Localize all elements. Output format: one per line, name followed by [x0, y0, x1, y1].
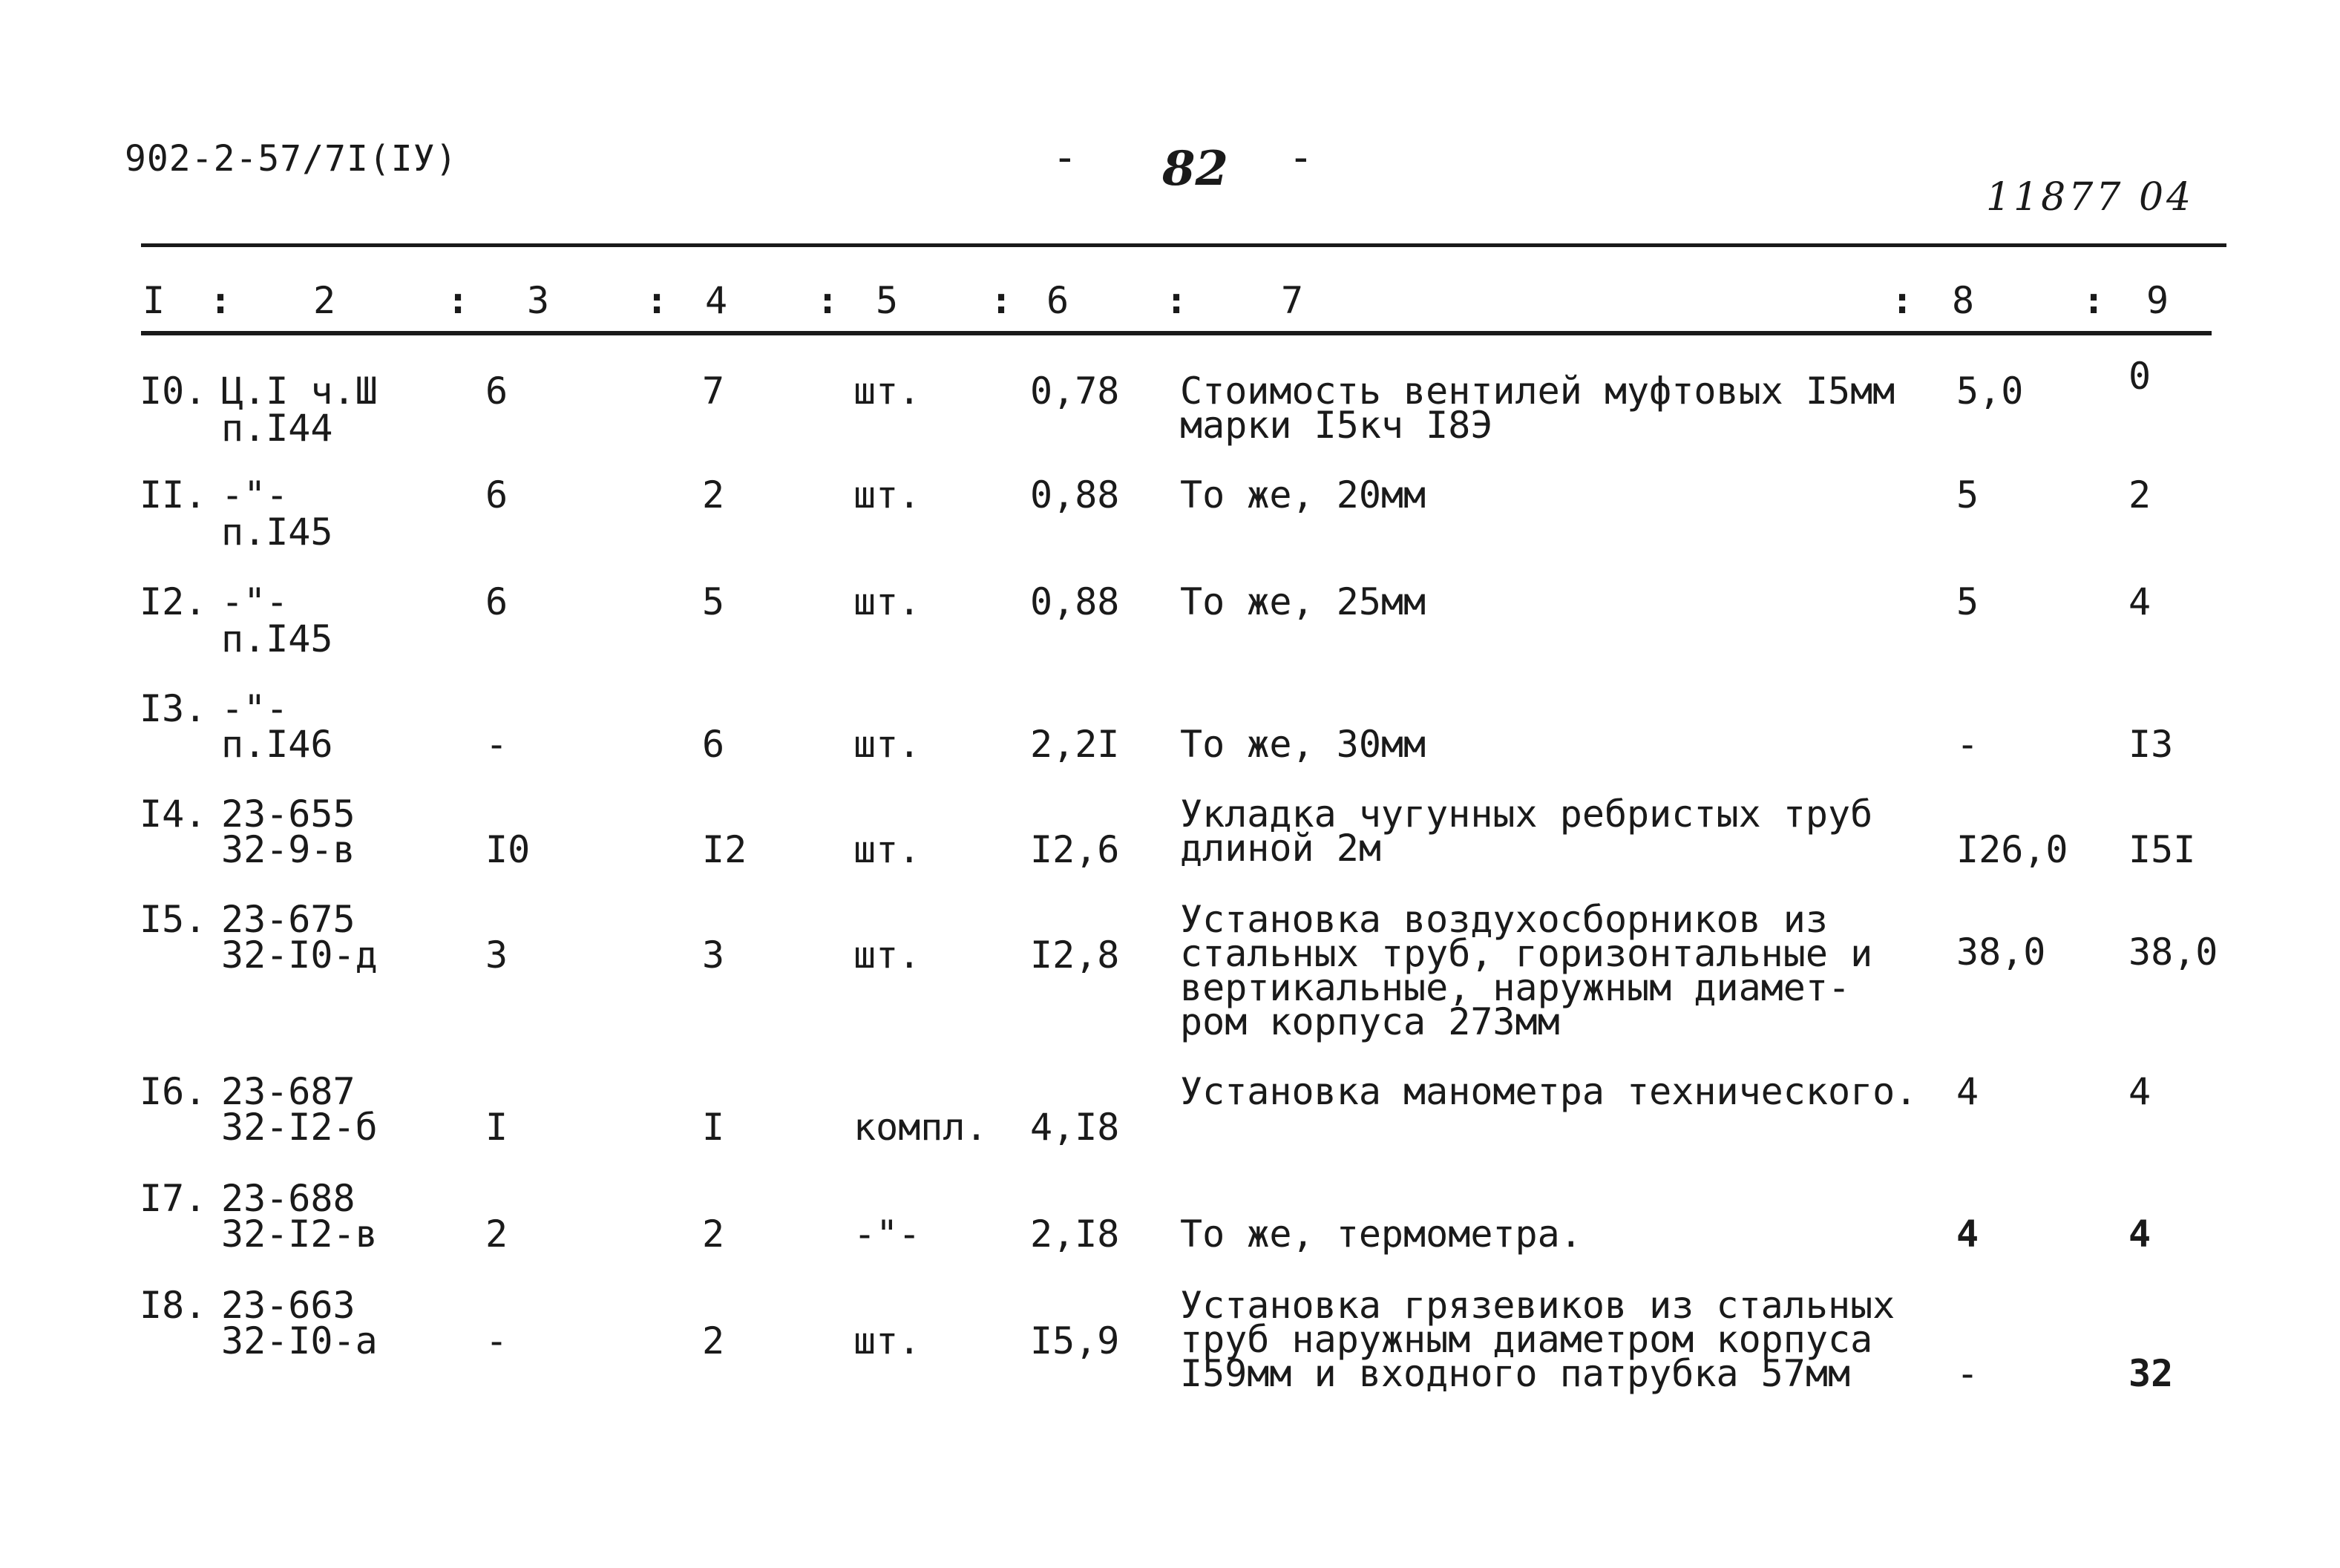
- unit: шт.: [853, 1319, 921, 1362]
- reference-line-2: 32-I2-в: [221, 1213, 378, 1256]
- description-line: ром корпуса 273мм: [1180, 1000, 1560, 1043]
- col8-value: 5: [1956, 473, 1979, 516]
- col8-value: 4: [1956, 1213, 1979, 1256]
- column-header-9: 9: [2146, 279, 2169, 322]
- unit-price: 2,I8: [1030, 1213, 1120, 1256]
- row-number: I6.: [140, 1070, 207, 1113]
- description-line: То же, термометра.: [1180, 1213, 1582, 1256]
- col9-value: 38,0: [2128, 931, 2218, 974]
- col4-value: 2: [702, 1213, 725, 1256]
- col9-value: 0: [2128, 355, 2151, 398]
- col4-value: I2: [702, 828, 747, 871]
- description-line: То же, 30мм: [1180, 723, 1426, 766]
- unit: шт.: [853, 828, 921, 871]
- unit-price: 2,2I: [1030, 723, 1120, 766]
- col8-value: 4: [1956, 1070, 1979, 1113]
- description-line: вертикальные, наружным диамет-: [1180, 966, 1851, 1009]
- archive-number: 11877 04: [1986, 175, 2195, 220]
- header-rule: [141, 331, 2212, 335]
- col9-value: 4: [2128, 580, 2151, 623]
- description-line: стальных труб, горизонтальные и: [1180, 932, 1873, 975]
- col8-value: I26,0: [1956, 828, 2068, 871]
- col3-value: -: [485, 723, 508, 766]
- unit: шт.: [853, 934, 921, 977]
- unit-price: 4,I8: [1030, 1106, 1120, 1149]
- description-line: То же, 25мм: [1180, 580, 1426, 623]
- reference-line-2: 32-I2-б: [221, 1106, 378, 1149]
- col8-value: -: [1956, 723, 1979, 766]
- col3-value: 6: [485, 473, 508, 516]
- page-number: 82: [1162, 141, 1229, 197]
- unit-price: 0,88: [1030, 473, 1120, 516]
- column-separator: :: [447, 279, 470, 322]
- reference-line-2: п.I46: [221, 723, 333, 766]
- col3-value: I: [485, 1106, 508, 1149]
- reference-line-1: 23-655: [221, 793, 355, 836]
- row-number: I3.: [140, 687, 207, 730]
- column-header-5: 5: [876, 279, 899, 322]
- col8-value: 5,0: [1956, 370, 2024, 413]
- col8-value: -: [1956, 1352, 1979, 1395]
- reference-line-1: Ц.I ч.Ш: [221, 370, 378, 413]
- col3-value: 3: [485, 934, 508, 977]
- unit-price: I2,8: [1030, 934, 1120, 977]
- reference-line-2: 32-9-в: [221, 828, 355, 871]
- col3-value: 6: [485, 370, 508, 413]
- col8-value: 5: [1956, 580, 1979, 623]
- unit-price: 0,88: [1030, 580, 1120, 623]
- col4-value: 5: [702, 580, 725, 623]
- row-number: I0.: [140, 370, 207, 413]
- column-separator: :: [1165, 279, 1188, 322]
- description-line: Установка манометра технического.: [1180, 1070, 1918, 1113]
- reference-line-2: 32-I0-а: [221, 1319, 378, 1362]
- document-code: 902-2-57/7I(IУ): [125, 138, 458, 180]
- reference-line-2: п.I45: [221, 511, 333, 554]
- column-header-2: 2: [313, 279, 336, 322]
- column-separator: :: [2082, 279, 2105, 322]
- description-line: марки I5кч I8Э: [1180, 404, 1493, 447]
- description-line: Установка грязевиков из стальных: [1180, 1284, 1895, 1327]
- page-number-dash-left: -: [1052, 134, 1078, 182]
- column-header-8: 8: [1952, 279, 1975, 322]
- reference-line-2: п.I44: [221, 407, 333, 450]
- reference-line-2: 32-I0-д: [221, 934, 378, 977]
- column-header-7: 7: [1281, 279, 1304, 322]
- row-number: I5.: [140, 898, 207, 941]
- description-line: Стоимость вентилей муфтовых I5мм: [1180, 370, 1895, 413]
- description-line: Установка воздухосборников из: [1180, 898, 1828, 941]
- col9-value: I5I: [2128, 828, 2196, 871]
- col9-value: 4: [2128, 1213, 2151, 1256]
- col9-value: 2: [2128, 473, 2151, 516]
- column-header-3: 3: [527, 279, 550, 322]
- description-line: Укладка чугунных ребристых труб: [1180, 793, 1873, 836]
- col3-value: I0: [485, 828, 531, 871]
- unit: шт.: [853, 370, 921, 413]
- column-separator: :: [1891, 279, 1914, 322]
- description-line: То же, 20мм: [1180, 473, 1426, 516]
- unit: шт.: [853, 723, 921, 766]
- reference-line-1: 23-663: [221, 1284, 355, 1327]
- reference-line-1: -"-: [221, 687, 289, 730]
- col3-value: -: [485, 1319, 508, 1362]
- col4-value: 3: [702, 934, 725, 977]
- col3-value: 2: [485, 1213, 508, 1256]
- row-number: I8.: [140, 1284, 207, 1327]
- unit: шт.: [853, 580, 921, 623]
- reference-line-1: 23-675: [221, 898, 355, 941]
- column-separator: :: [990, 279, 1013, 322]
- page-number-dash-right: -: [1288, 134, 1314, 182]
- reference-line-1: 23-688: [221, 1177, 355, 1220]
- col4-value: 7: [702, 370, 725, 413]
- reference-line-1: -"-: [221, 473, 289, 516]
- col4-value: 2: [702, 1319, 725, 1362]
- column-separator: :: [816, 279, 839, 322]
- top-rule: [141, 243, 2226, 247]
- col9-value: I3: [2128, 723, 2174, 766]
- unit-price: 0,78: [1030, 370, 1120, 413]
- unit-price: I5,9: [1030, 1319, 1120, 1362]
- row-number: I2.: [140, 580, 207, 623]
- col3-value: 6: [485, 580, 508, 623]
- column-header-row: [0, 279, 2340, 324]
- reference-line-1: 23-687: [221, 1070, 355, 1113]
- row-number: I4.: [140, 793, 207, 836]
- row-number: II.: [140, 473, 207, 516]
- column-separator: :: [209, 279, 232, 322]
- col9-value: 32: [2128, 1352, 2174, 1395]
- column-separator: :: [646, 279, 669, 322]
- description-line: длиной 2м: [1180, 827, 1381, 870]
- description-line: труб наружным диаметром корпуса: [1180, 1318, 1873, 1361]
- description-line: I59мм и входного патрубка 57мм: [1180, 1352, 1851, 1395]
- col9-value: 4: [2128, 1070, 2151, 1113]
- reference-line-1: -"-: [221, 580, 289, 623]
- column-header-4: 4: [705, 279, 728, 322]
- unit: шт.: [853, 473, 921, 516]
- row-number: I7.: [140, 1177, 207, 1220]
- reference-line-2: п.I45: [221, 617, 333, 660]
- unit-price: I2,6: [1030, 828, 1120, 871]
- col4-value: I: [702, 1106, 725, 1149]
- column-header-6: 6: [1046, 279, 1069, 322]
- column-header-1: I: [142, 279, 165, 322]
- col4-value: 6: [702, 723, 725, 766]
- unit: -"-: [853, 1213, 921, 1256]
- unit: компл.: [853, 1106, 988, 1149]
- col4-value: 2: [702, 473, 725, 516]
- col8-value: 38,0: [1956, 931, 2046, 974]
